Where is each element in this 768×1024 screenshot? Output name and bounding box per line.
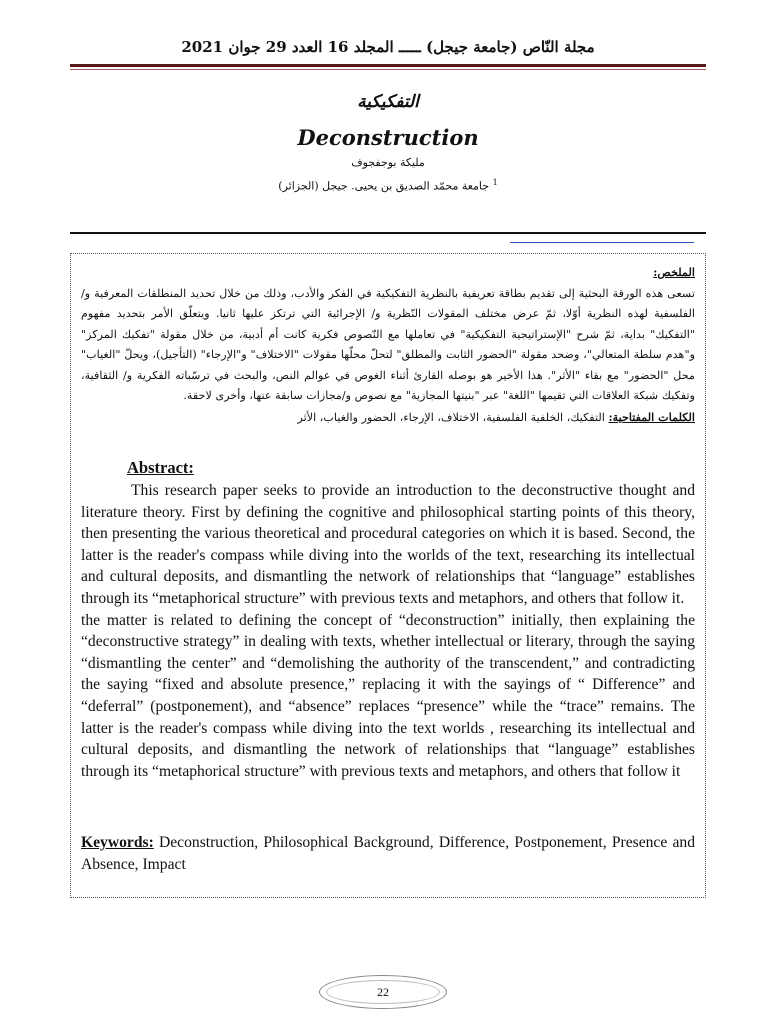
arabic-keywords [81, 407, 695, 429]
abstract-box [70, 253, 706, 898]
abstract-paragraph-1: This research paper seeks to provide an introduction to the deconstructive thought and literature theory. First by defining the cognitive and philosophical starting points of this theory, then presenting the various theoretical and procedural categories on which it is based. Second, the latter is the reader's compass while diving into the worlds of the text, researching its intellectual and cultural deposits, and dismantling the network of relationships that “language” establishes through its “metaphorical structure” with previous texts and metaphors, and others that follow it. [81, 482, 695, 607]
affiliation [70, 178, 706, 193]
header-rule-thin [70, 69, 706, 70]
abstract-heading: Abstract: [127, 458, 194, 477]
blue-rule [510, 242, 694, 243]
arabic-title: التفكيكية [357, 92, 419, 112]
english-abstract [81, 480, 695, 782]
title-divider [70, 232, 706, 234]
arabic-keywords-text: التفكيك، الخلفية الفلسفية، الاختلاف، الإرجاء، الحضور والغياب، الأثر [297, 410, 605, 424]
journal-header: مجلة النّاص (جامعة جيجل) ـــــ المجلد 16 العدد 29 جوان 2021 [181, 38, 595, 56]
arabic-abstract-label: الملخص: [653, 265, 695, 279]
affiliation-number: 1 [492, 178, 498, 187]
keywords-text: Deconstruction, Philosophical Background, Difference, Postponement, Presence and Absence, Impact [81, 834, 695, 873]
page-number-text: 22 [377, 984, 389, 999]
header-rule [70, 64, 706, 67]
english-title: Deconstruction [297, 125, 479, 150]
affiliation-text: جامعة محمّد الصديق بن يحيى. جيجل (الجزائر) [278, 179, 490, 193]
author-name: مليكة بوجفجوف [351, 156, 425, 169]
english-keywords [81, 832, 695, 876]
arabic-abstract [81, 262, 695, 428]
arabic-keywords-label: الكلمات المفتاحية: [608, 409, 695, 424]
abstract-paragraph-2: the matter is related to defining the concept of “deconstruction” initially, then explaining the “deconstructive strategy” in dealing with texts, whether intellectual or literary, through the saying “dismantling the center” and “demolishing the authority of the transcendent,” and contradicting the saying “fixed and absolute presence,” replacing it with the sayings of “ Difference” and “deferral” (postponement), and “absence” replaces “presence” while the “trace” remains. The latter is the reader's compass while diving into the text worlds , researching its intellectual and cultural deposits, and dismantling the network of relationships that “language” establishes through its “metaphorical structure” with previous texts and metaphors, and others that follow it [81, 611, 695, 780]
keywords-label: Keywords: [81, 834, 154, 851]
page-number [319, 975, 447, 1009]
arabic-abstract-text: تسعى هذه الورقة البحثية إلى تقديم بطاقة تعريفية بالنظرية التفكيكية في الفكر والأدب، وذلك من خلال تحديد المنطلقات المعرفية و/ الفلسفية لهذه النظرية أوّلا، ثمّ عرض مختلف المقولات النّظرية و/ الإجرائية التي ترتكز عليها ثانيا. ويتعلّق الأمر بتحديد مفهوم "التفكيك" بداية، ثمّ شرح "الإستراتيجية التفكيكية" في تعاملها مع النّصوص فكرية كانت أم أدبية، من خلال مقولة "تفكيك المركز" و"هدم سلطة المتعالي"، وضحد مقولة "الحضور الثابت والمطلق" لتحلّ محلّها مقولات "الاختلاف" و"الإرجاء" (التأجيل)، ويحلّ "الغياب" محل "الحضور" مع بقاء "الأثر". هذا الأخير هو بوصله القارئ أثناء الغوص في عوالم النص، والبحث في ترسّباته الفكرية و/ الثقافية، وتفكيك شبكة العلاقات التي تقيمها "اللغة" عبر "بنيتها المجازية" مع نصوص و/مجازات سابقة عنها، وأخرى لاحقة. [81, 286, 695, 402]
